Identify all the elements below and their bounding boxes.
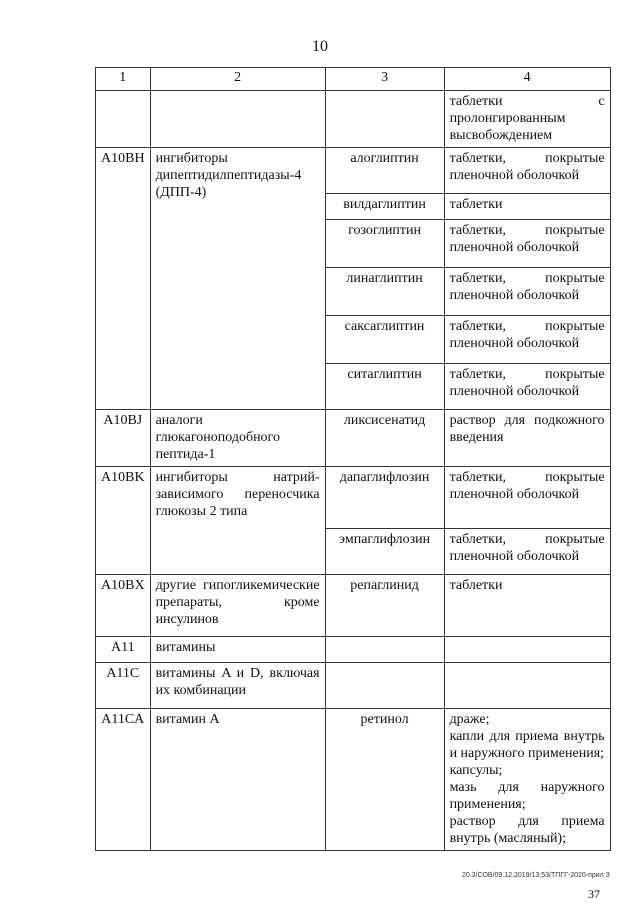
group-cell: другие гипогликемические препараты, кроме инсулинов xyxy=(150,575,325,637)
form-cell: таблетки, покрытые пленочной оболочкой xyxy=(444,316,610,364)
table-row xyxy=(96,467,611,529)
form-line: драже; xyxy=(449,712,490,727)
drug-cell: вилдаглиптин xyxy=(325,194,444,220)
table-row xyxy=(96,575,611,637)
form-cell: таблетки, покрытые пленочной оболочкой xyxy=(444,148,610,194)
sheet-number: 37 xyxy=(588,887,600,901)
drug-cell xyxy=(325,637,444,663)
group-cell: витамины xyxy=(150,637,325,663)
header-cell: 1 xyxy=(96,68,151,91)
group-cell: ингибиторы дипептидилпептидазы-4 (ДПП-4) xyxy=(150,148,325,410)
drug-cell: ретинол xyxy=(325,709,444,851)
table-row xyxy=(96,410,611,467)
form-cell: таблетки с пролонгированным высвобождением xyxy=(444,91,610,148)
form-cell: раствор для подкожного введения xyxy=(444,410,610,467)
group-cell xyxy=(150,91,325,148)
atc-code-cell xyxy=(96,91,151,148)
drug-cell: линаглиптин xyxy=(325,268,444,316)
form-cell: таблетки xyxy=(444,194,610,220)
form-line: капли для приема внутрь и наружного применения; xyxy=(449,729,605,761)
form-cell: таблетки, покрытые пленочной оболочкой xyxy=(444,220,610,268)
form-cell: таблетки xyxy=(444,575,610,637)
group-cell: аналоги глюкагоноподобного пептида-1 xyxy=(150,410,325,467)
drug-cell: ситаглиптин xyxy=(325,364,444,410)
drug-table xyxy=(95,67,611,851)
document-code: 20.3/СОВ/09.12.2019/13:53/ТПГГ-2020-прил 3 xyxy=(462,872,610,879)
table-row xyxy=(96,709,611,851)
atc-code-cell: A10BJ xyxy=(96,410,151,467)
form-cell: таблетки, покрытые пленочной оболочкой xyxy=(444,529,610,575)
header-cell: 2 xyxy=(150,68,325,91)
table-row xyxy=(96,148,611,194)
form-cell xyxy=(444,637,610,663)
atc-code-cell: A11CA xyxy=(96,709,151,851)
drug-cell: ликсисенатид xyxy=(325,410,444,467)
drug-cell xyxy=(325,663,444,709)
group-cell: ингибиторы натрий-зависимого переносчика глюкозы 2 типа xyxy=(150,467,325,575)
page-number: 10 xyxy=(312,38,328,55)
form-cell xyxy=(444,709,610,851)
form-line: раствор для приема внутрь (масляный); xyxy=(449,814,605,846)
table-row xyxy=(96,637,611,663)
drug-cell: дапаглифлозин xyxy=(325,467,444,529)
drug-cell: эмпаглифлозин xyxy=(325,529,444,575)
group-cell: витамин A xyxy=(150,709,325,851)
form-cell: таблетки, покрытые пленочной оболочкой xyxy=(444,467,610,529)
atc-code-cell: A11C xyxy=(96,663,151,709)
form-cell: таблетки, покрытые пленочной оболочкой xyxy=(444,364,610,410)
drug-cell: алоглиптин xyxy=(325,148,444,194)
form-line: мазь для наружного применения; xyxy=(449,780,605,812)
drug-cell: гозоглиптин xyxy=(325,220,444,268)
drug-cell: саксаглиптин xyxy=(325,316,444,364)
header-row xyxy=(96,68,611,91)
atc-code-cell: A10BH xyxy=(96,148,151,410)
group-cell: витамины A и D, включая их комбинации xyxy=(150,663,325,709)
header-cell: 4 xyxy=(444,68,610,91)
atc-code-cell: A11 xyxy=(96,637,151,663)
drug-cell: репаглинид xyxy=(325,575,444,637)
table-row xyxy=(96,663,611,709)
table-row xyxy=(96,91,611,148)
form-cell: таблетки, покрытые пленочной оболочкой xyxy=(444,268,610,316)
form-cell xyxy=(444,663,610,709)
drug-cell xyxy=(325,91,444,148)
atc-code-cell: A10BK xyxy=(96,467,151,575)
form-line: капсулы; xyxy=(449,763,503,778)
header-cell: 3 xyxy=(325,68,444,91)
atc-code-cell: A10BX xyxy=(96,575,151,637)
